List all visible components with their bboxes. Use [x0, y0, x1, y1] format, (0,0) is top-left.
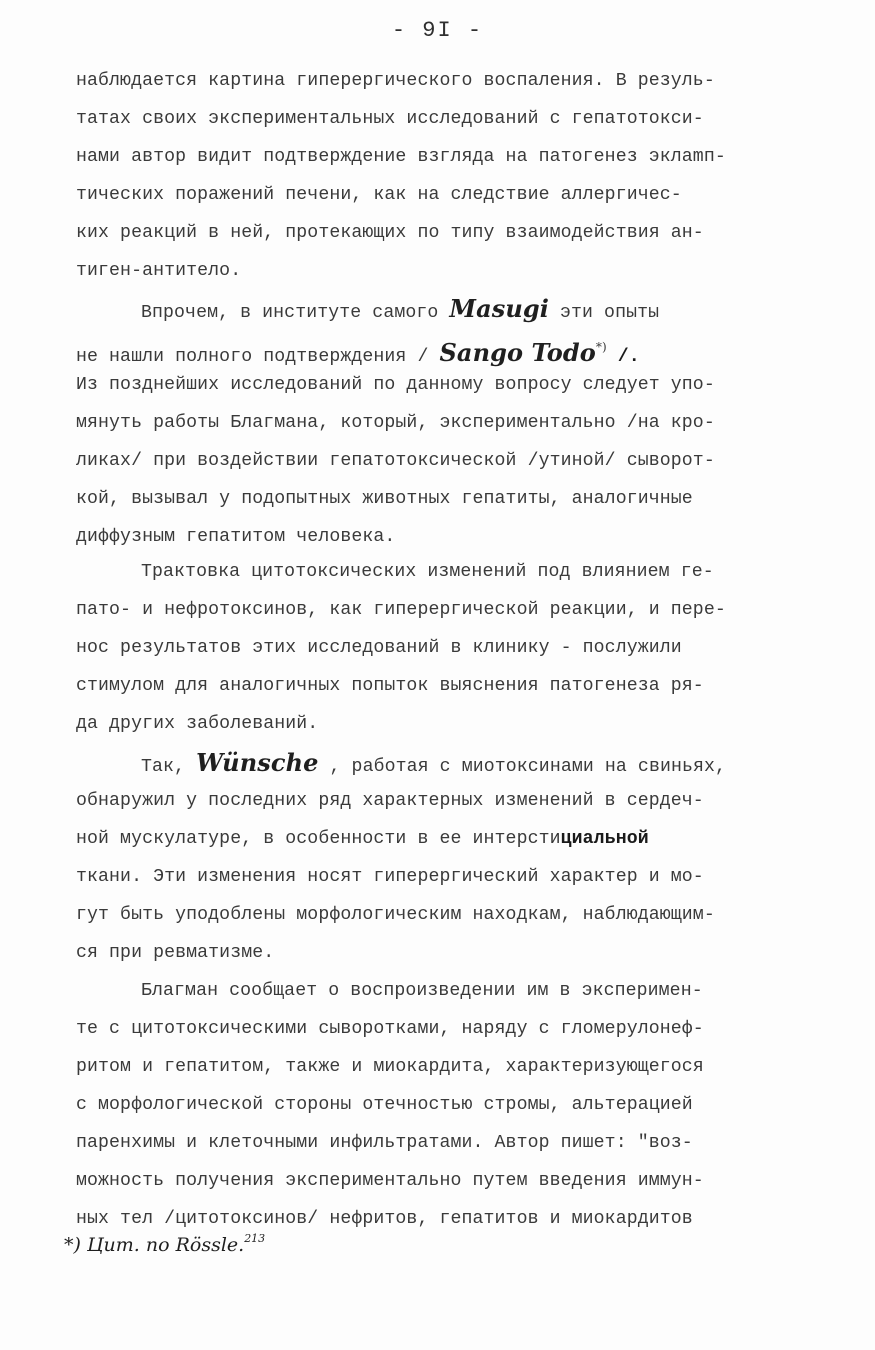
text-line [76, 744, 816, 782]
paragraph-3 [76, 553, 816, 743]
page-number: - 9I - [391, 18, 484, 43]
text-line: мянуть работы Благмана, который, экспериментально /на кро- [76, 413, 715, 433]
text-line: тиген-антитело. [76, 261, 242, 281]
text-segment: , работая с миотоксинами на свиньях, [318, 757, 727, 777]
text-line: гут быть уподоблены морфологическим находкам, наблюдающим- [76, 905, 715, 925]
handwritten-name: Wünsche [196, 748, 319, 777]
footnote-marker: *) [64, 1234, 81, 1256]
overtyped-word: циальной [560, 829, 649, 849]
footnote [64, 1232, 265, 1256]
text-line: нами автор видит подтверждение взгляда на патогенез эклamп- [76, 147, 726, 167]
text-segment: эти опыты [548, 303, 660, 323]
text-line: да других заболеваний. [76, 714, 319, 734]
text-line: обнаружил у последних ряд характерных изменений в сердеч- [76, 791, 704, 811]
text-line: Трактовка цитотоксических изменений под влиянием ге- [141, 562, 714, 582]
text-line: те с цитотоксическими сыворотками, наряду с гломерулонеф- [76, 1019, 704, 1039]
text-line: можность получения экспериментально путем введения иммун- [76, 1171, 704, 1191]
text-segment: Так, [141, 757, 197, 777]
text-line: паренхимы и клеточными инфильтратами. Автор пишет: "воз- [76, 1133, 693, 1153]
text-line: нос результатов этих исследований в клинику - послужили [76, 638, 682, 658]
footnote-marker: *) [595, 340, 607, 354]
text-line: диффузным гепатитом человека. [76, 527, 396, 547]
text-line: ких реакций в ней, протекающих по типу взаимодействия ан- [76, 223, 704, 243]
paragraph-1 [76, 62, 816, 290]
paragraph-4 [76, 744, 816, 972]
text-line [76, 290, 816, 328]
text-segment: не нашли полного подтверждения / [76, 347, 440, 367]
text-line: ликах/ при воздействии гепатотоксической /утиной/ сыворот- [76, 451, 715, 471]
text-line: Из позднейших исследований по данному вопросу следует упо- [76, 375, 715, 395]
handwritten-name: Masugi [449, 294, 549, 323]
text-line: ткани. Эти изменения носят гиперергический характер и мо- [76, 867, 704, 887]
text-line: пато- и нефротоксинов, как гиперергической реакции, и пере- [76, 600, 726, 620]
text-segment: /. [606, 347, 640, 367]
text-segment: ной мускулатуре, в особенности в ее интерсти [76, 829, 561, 849]
text-line: кой, вызывал у подопытных животных гепатиты, аналогичные [76, 489, 693, 509]
text-line: ных тел /цитотоксинов/ нефритов, гепатитов и миокардитов [76, 1209, 693, 1229]
text-line: стимулом для аналогичных попыток выяснения патогенеза ря- [76, 676, 704, 696]
handwritten-name: Sango Todo [439, 338, 596, 367]
text-line: Благман сообщает о воспроизведении им в эксперимен- [141, 981, 703, 1001]
text-line: тических поражений печени, как на следствие аллергичес- [76, 185, 682, 205]
text-line: ритом и гепатитом, также и миокардита, характеризующегося [76, 1057, 704, 1077]
text-segment: Впрочем, в институте самого [141, 303, 450, 323]
text-line [76, 328, 816, 366]
paragraph-2 [76, 290, 816, 556]
text-line: наблюдается картина гиперергического воспаления. В резуль- [76, 71, 715, 91]
text-line: с морфологической стороны отечностью стромы, альтерацией [76, 1095, 693, 1115]
footnote-reference: 213 [244, 1232, 266, 1245]
paragraph-5 [76, 972, 816, 1238]
text-line: ся при ревматизме. [76, 943, 275, 963]
footnote-text: Цит. по Rössle. [80, 1234, 245, 1256]
text-line [76, 820, 816, 858]
text-line: татах своих экспериментальных исследований с гепатотокси- [76, 109, 704, 129]
